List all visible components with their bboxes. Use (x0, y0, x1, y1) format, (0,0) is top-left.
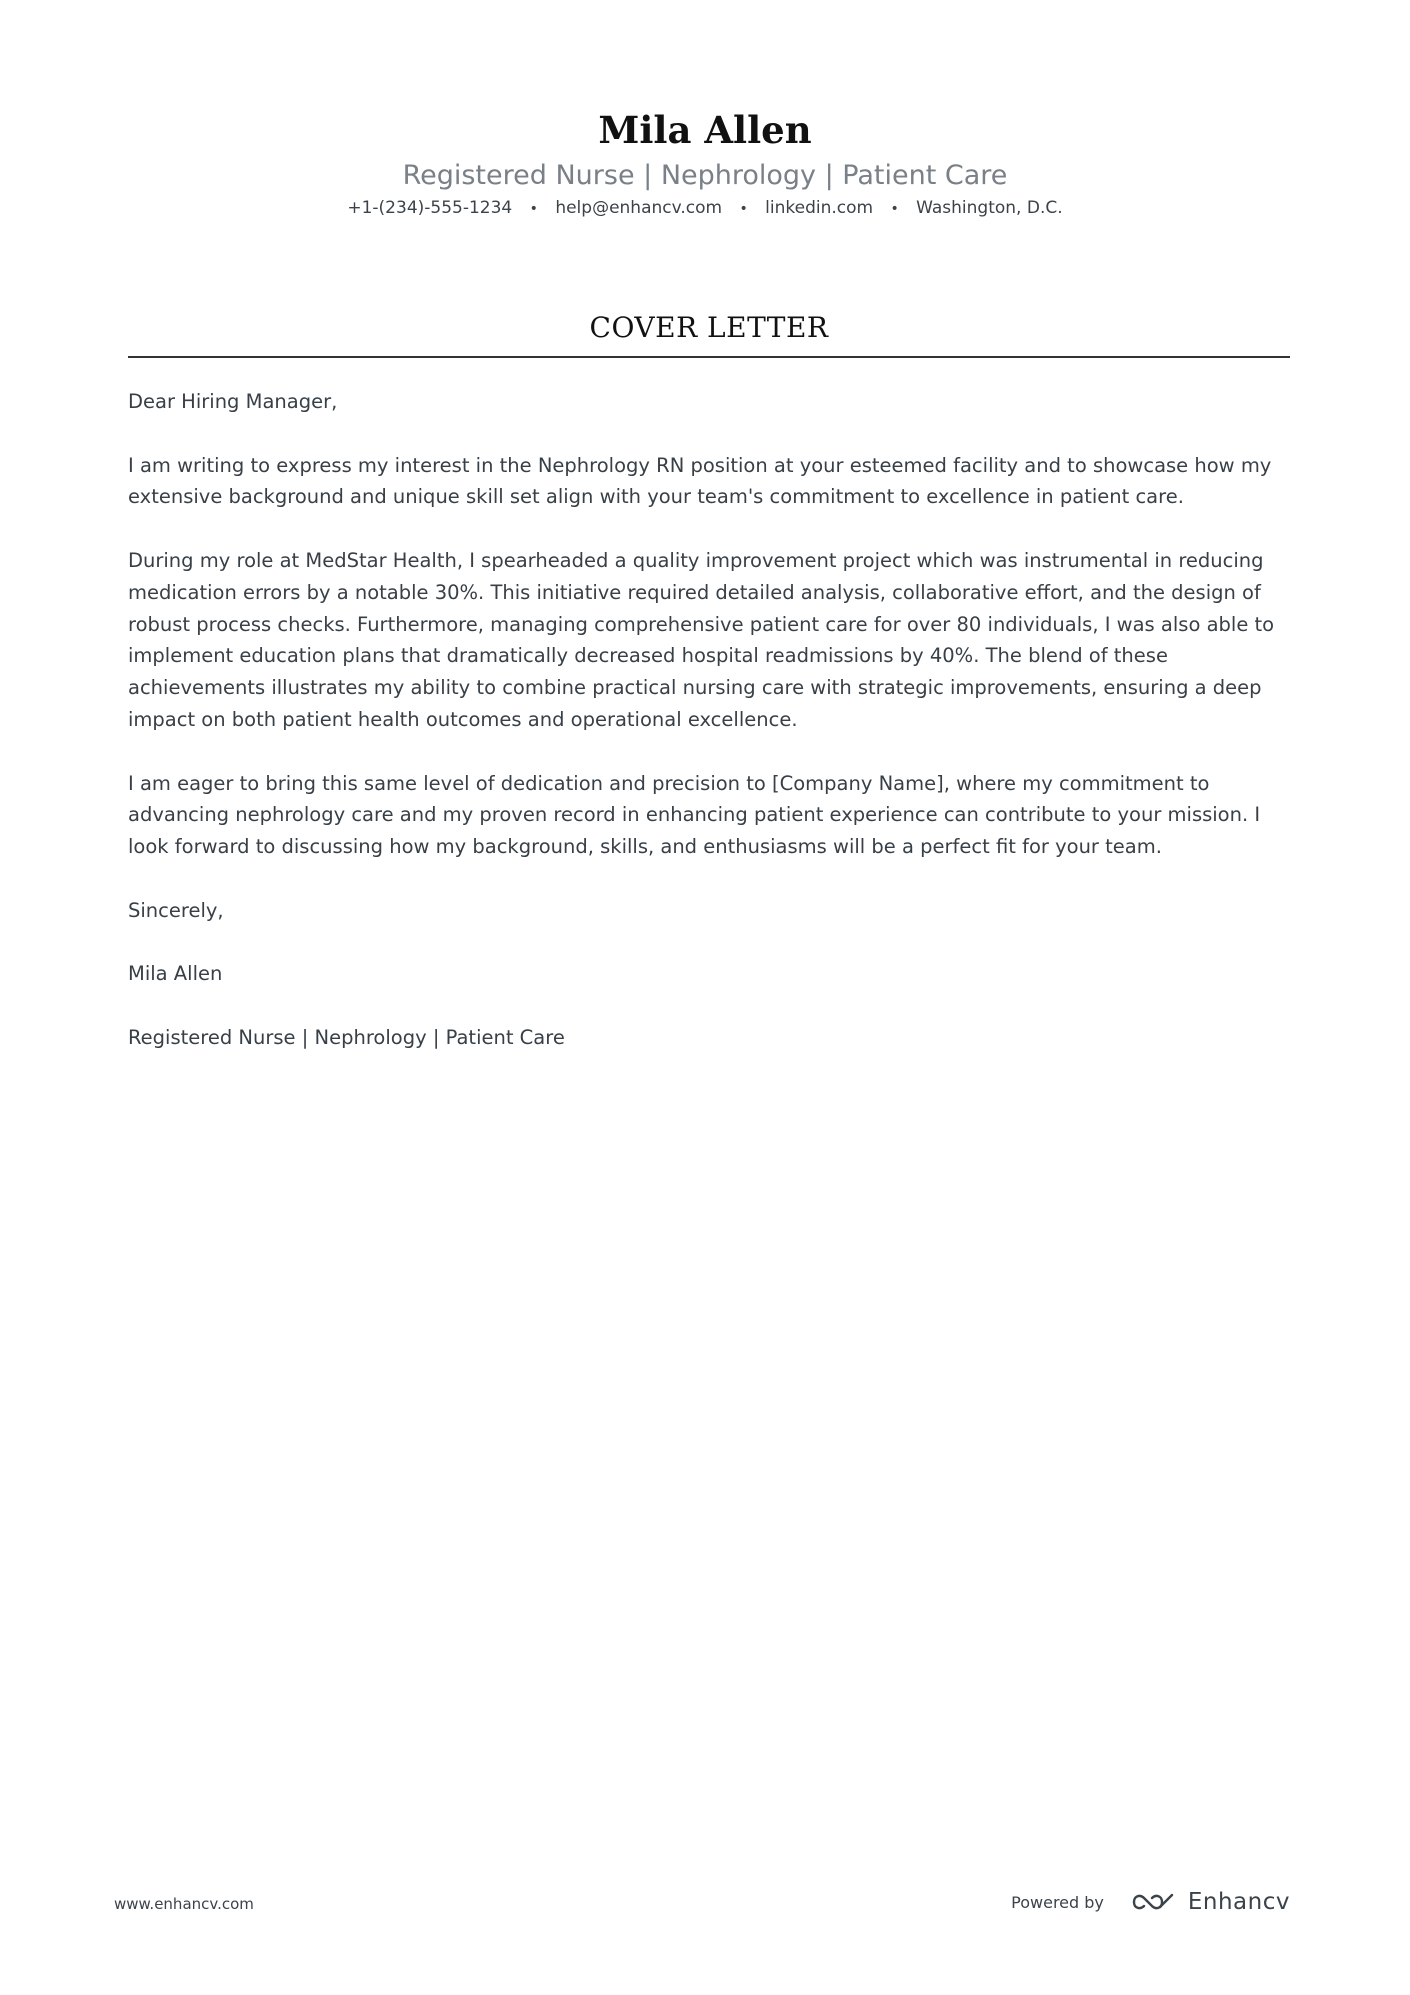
contact-location: Washington, D.C. (916, 198, 1063, 218)
applicant-headline: Registered Nurse | Nephrology | Patient Care (402, 160, 1008, 191)
section-divider (128, 356, 1290, 358)
letter-body (128, 386, 1290, 1086)
applicant-name: Mila Allen (598, 108, 812, 152)
letter-paragraph: I am eager to bring this same level of dedication and precision to [Company Name], where my commitment to advancing nephrology care and my proven record in enhancing patient experience can contribute to your mission. I look forward to discussing how my background, skills, and enthusiasms will be a perfect fit for your team. (128, 771, 1261, 859)
letter-greeting: Dear Hiring Manager, (128, 390, 338, 413)
enhancv-logo-icon (1130, 1890, 1176, 1914)
resume-header (0, 108, 1410, 221)
enhancv-brand-name: Enhancv (1187, 1889, 1290, 1915)
contact-email[interactable]: help@enhancv.com (555, 198, 723, 218)
signature-name: Mila Allen (128, 962, 223, 986)
contact-separator: • (890, 201, 899, 217)
letter-paragraph: During my role at MedStar Health, I spearheaded a quality improvement project which was instrumental in reducing medication errors by a notable 30%. This initiative required detailed analysis, collaborative effort, and the design of robust process checks. Furthermore, managing comprehensive patient care for over 80 individuals, I was also able to implement education plans that dramatically decreased hospital readmissions by 40%. The blend of these achievements illustrates my ability to combine practical nursing care with strategic improvements, ensuring a deep impact on both patient health outcomes and operational excellence. (128, 548, 1275, 731)
footer-website-link[interactable]: www.enhancv.com (114, 1895, 254, 1913)
signature-title: Registered Nurse | Nephrology | Patient Care (128, 1025, 565, 1049)
powered-by-label: Powered by (1011, 1892, 1104, 1912)
contact-phone[interactable]: +1-(234)-555-1234 (347, 198, 513, 218)
contact-linkedin[interactable]: linkedin.com (765, 198, 874, 218)
letter-paragraph: I am writing to express my interest in the Nephrology RN position at your esteemed facility and to showcase how my extensive background and unique skill set align with your team's commitment to excellence in patient care. (128, 453, 1272, 509)
contact-separator: • (739, 201, 748, 217)
powered-by-badge[interactable] (1011, 1886, 1290, 1918)
contact-separator: • (529, 201, 538, 217)
contact-info (0, 196, 1410, 221)
section-title: COVER LETTER (589, 311, 829, 344)
letter-closing: Sincerely, (128, 898, 224, 922)
